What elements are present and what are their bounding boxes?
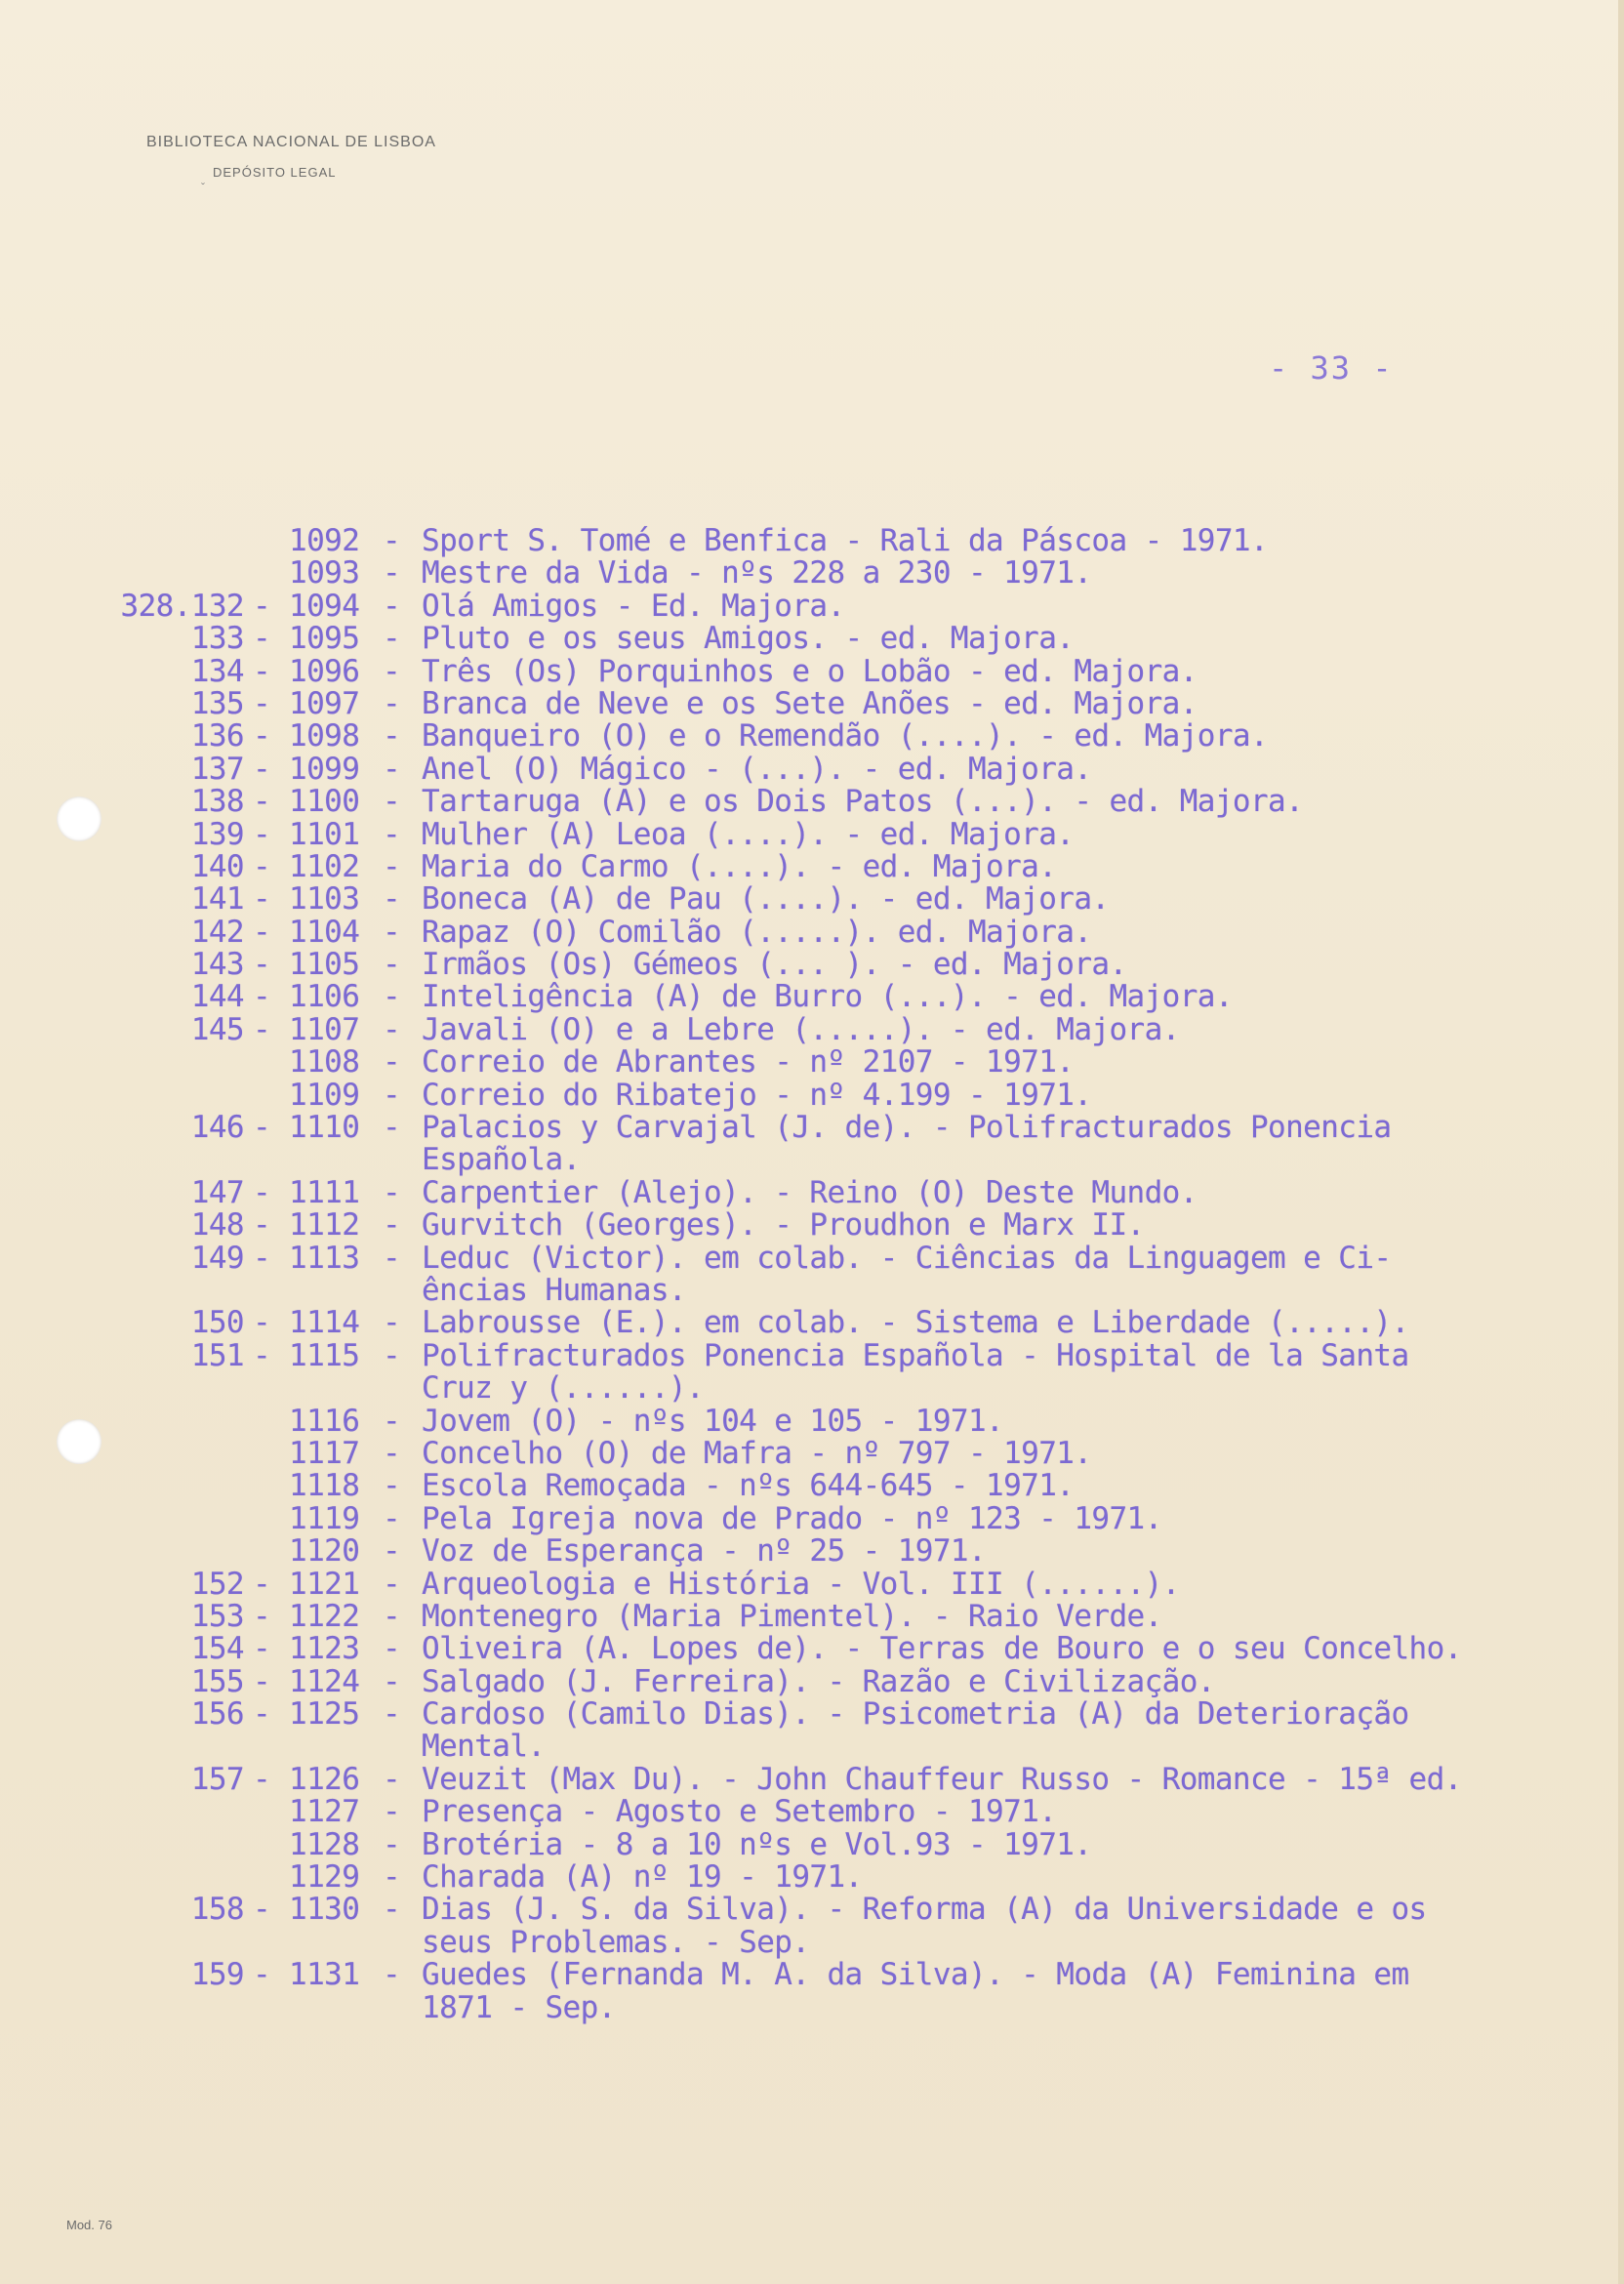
separator-dash: - [252, 1566, 271, 1602]
separator-dash: - [252, 1337, 271, 1373]
separator-dash: - [382, 653, 401, 689]
separator-dash: - [252, 685, 271, 721]
accession-number: 155 [190, 1663, 244, 1699]
separator-dash: - [252, 1761, 271, 1797]
separator-dash: - [382, 1044, 401, 1081]
accession-number: 145 [190, 1011, 244, 1047]
separator-dash: - [252, 1631, 271, 1667]
separator-dash: - [382, 1696, 401, 1733]
entry-description: Branca de Neve e os Sete Anões - ed. Majora. [422, 685, 1198, 721]
catalog-entry [0, 1112, 1624, 1144]
separator-dash: - [252, 653, 271, 689]
institution-header: BIBLIOTECA NACIONAL DE LISBOA [146, 134, 436, 150]
catalog-entry [0, 1598, 1624, 1634]
entry-description: Tartaruga (A) e os Dois Patos (...). - ed. Majora. [422, 784, 1304, 820]
deposit-number: 1107 [289, 1011, 360, 1047]
separator-dash: - [252, 1240, 271, 1276]
deposit-number: 1106 [289, 979, 360, 1015]
separator-dash: - [252, 751, 271, 787]
entry-description: Pluto e os seus Amigos. - ed. Majora. [422, 621, 1075, 657]
separator-dash: - [252, 1957, 271, 1993]
deposit-number: 1119 [289, 1500, 360, 1536]
catalog-entry [0, 1307, 1624, 1339]
separator-dash: - [252, 588, 271, 624]
separator-dash: - [382, 1240, 401, 1276]
catalog-entry [0, 949, 1624, 981]
separator-dash: - [382, 1598, 401, 1634]
accession-number: 143 [190, 947, 244, 983]
accession-number: 144 [190, 979, 244, 1015]
catalog-entry [0, 525, 1624, 557]
catalog-entry [0, 1663, 1624, 1699]
separator-dash: - [382, 816, 401, 852]
separator-dash: - [252, 1305, 271, 1341]
catalog-entry [0, 1011, 1624, 1047]
deposit-number: 1097 [289, 685, 360, 721]
catalog-entry [0, 1861, 1624, 1894]
accession-number: 137 [190, 751, 244, 787]
entry-description: Cruz y (......). [422, 1370, 705, 1407]
entry-description: Olá Amigos - Ed. Majora. [422, 588, 845, 624]
separator-dash: - [382, 555, 401, 591]
separator-dash: - [382, 1957, 401, 1993]
separator-dash: - [382, 979, 401, 1015]
entry-description: Brotéria - 8 a 10 nºs e Vol.93 - 1971. [422, 1826, 1092, 1862]
entry-description: Anel (O) Mágico - (...). - ed. Majora. [422, 751, 1092, 787]
catalog-entry [0, 1077, 1624, 1113]
entry-description: Veuzit (Max Du). - John Chauffeur Russo - Romance - 15ª ed. [422, 1761, 1462, 1797]
separator-dash: - [382, 1859, 401, 1896]
deposit-number: 1098 [289, 718, 360, 755]
catalog-entry [0, 1435, 1624, 1471]
accession-number: 139 [190, 816, 244, 852]
deposit-number: 1129 [289, 1859, 360, 1896]
entry-continuation [0, 1731, 1624, 1763]
catalog-entry [0, 1796, 1624, 1828]
accession-number: 146 [190, 1110, 244, 1146]
separator-dash: - [382, 1468, 401, 1504]
catalog-entry [0, 623, 1624, 655]
deposit-number: 1109 [289, 1077, 360, 1113]
catalog-entry [0, 981, 1624, 1013]
accession-number: 157 [190, 1761, 244, 1797]
entry-description: Banqueiro (O) e o Remendão (....). - ed. Majora. [422, 718, 1269, 755]
entry-continuation [0, 1144, 1624, 1176]
deposit-number: 1105 [289, 947, 360, 983]
entry-description: Gurvitch (Georges). - Proudhon e Marx II. [422, 1207, 1145, 1244]
entry-description: Oliveira (A. Lopes de). - Terras de Bouro e o seu Concelho. [422, 1631, 1462, 1667]
catalog-entry [0, 1633, 1624, 1665]
entry-description: Escola Remoçada - nºs 644-645 - 1971. [422, 1468, 1075, 1504]
catalog-entry [0, 1470, 1624, 1502]
accession-number: 134 [190, 653, 244, 689]
entry-description: Voz de Esperança - nº 25 - 1971. [422, 1533, 987, 1570]
accession-number: 158 [190, 1892, 244, 1928]
separator-dash: - [382, 914, 401, 950]
deposit-number: 1124 [289, 1663, 360, 1699]
separator-dash: - [252, 784, 271, 820]
separator-dash: - [382, 1305, 401, 1341]
deposit-number: 1092 [289, 523, 360, 558]
deposit-number: 1117 [289, 1435, 360, 1471]
entry-description: Palacios y Carvajal (J. de). - Polifracturados Ponencia [422, 1110, 1392, 1146]
entry-description: ências Humanas. [422, 1272, 686, 1308]
header-tick-mark: ˇ [201, 181, 205, 194]
separator-dash: - [382, 947, 401, 983]
separator-dash: - [382, 588, 401, 624]
accession-number: 150 [190, 1305, 244, 1341]
entry-description: Charada (A) nº 19 - 1971. [422, 1859, 863, 1896]
separator-dash: - [382, 751, 401, 787]
accession-number: 141 [190, 881, 244, 918]
accession-number: 140 [190, 848, 244, 884]
separator-dash: - [252, 914, 271, 950]
entry-continuation [0, 1924, 1624, 1960]
deposit-number: 1125 [289, 1696, 360, 1733]
entry-description: Española. [422, 1142, 581, 1178]
catalog-list [0, 525, 1624, 2024]
deposit-number: 1093 [289, 555, 360, 591]
separator-dash: - [382, 1663, 401, 1699]
separator-dash: - [382, 1403, 401, 1439]
deposit-number: 1099 [289, 751, 360, 787]
deposit-number: 1094 [289, 588, 360, 624]
entry-description: 1871 - Sep. [422, 1989, 616, 2025]
separator-dash: - [382, 1566, 401, 1602]
deposit-number: 1110 [289, 1110, 360, 1146]
separator-dash: - [382, 1826, 401, 1862]
entry-description: Maria do Carmo (....). - ed. Majora. [422, 848, 1057, 884]
entry-description: Inteligência (A) de Burro (...). - ed. Majora. [422, 979, 1233, 1015]
separator-dash: - [382, 685, 401, 721]
deposit-number: 1114 [289, 1305, 360, 1341]
entry-description: Leduc (Victor). em colab. - Ciências da Linguagem e Ci- [422, 1240, 1392, 1276]
catalog-entry [0, 914, 1624, 950]
entry-continuation [0, 1272, 1624, 1308]
catalog-entry [0, 1826, 1624, 1862]
entry-description: Concelho (O) de Mafra - nº 797 - 1971. [422, 1435, 1092, 1471]
catalog-entry [0, 1698, 1624, 1731]
deposit-number: 1126 [289, 1761, 360, 1797]
deposit-number: 1104 [289, 914, 360, 950]
entry-description: Mestre da Vida - nºs 228 a 230 - 1971. [422, 555, 1092, 591]
separator-dash: - [382, 1110, 401, 1146]
entry-description: Jovem (O) - nºs 104 e 105 - 1971. [422, 1403, 1004, 1439]
catalog-entry [0, 751, 1624, 787]
accession-number: 147 [190, 1174, 244, 1210]
catalog-entry [0, 720, 1624, 753]
accession-number: 148 [190, 1207, 244, 1244]
accession-number: 159 [190, 1957, 244, 1993]
separator-dash: - [252, 881, 271, 918]
catalog-entry [0, 1894, 1624, 1926]
separator-dash: - [252, 621, 271, 657]
catalog-entry [0, 557, 1624, 590]
separator-dash: - [252, 1174, 271, 1210]
separator-dash: - [382, 1892, 401, 1928]
entry-continuation [0, 1989, 1624, 2025]
separator-dash: - [382, 1794, 401, 1830]
accession-number: 328.132 [120, 588, 244, 624]
accession-number: 152 [190, 1566, 244, 1602]
separator-dash: - [382, 523, 401, 558]
catalog-entry [0, 1500, 1624, 1536]
separator-dash: - [382, 1761, 401, 1797]
separator-dash: - [382, 1337, 401, 1373]
deposit-number: 1111 [289, 1174, 360, 1210]
deposit-number: 1130 [289, 1892, 360, 1928]
separator-dash: - [252, 1663, 271, 1699]
accession-number: 154 [190, 1631, 244, 1667]
accession-number: 138 [190, 784, 244, 820]
catalog-entry [0, 786, 1624, 818]
deposit-number: 1127 [289, 1794, 360, 1830]
catalog-entry [0, 685, 1624, 721]
deposit-number: 1115 [289, 1337, 360, 1373]
accession-number: 142 [190, 914, 244, 950]
catalog-entry [0, 1403, 1624, 1439]
deposit-number: 1128 [289, 1826, 360, 1862]
separator-dash: - [252, 816, 271, 852]
catalog-entry [0, 1046, 1624, 1079]
entry-description: Boneca (A) de Pau (....). - ed. Majora. [422, 881, 1110, 918]
separator-dash: - [252, 947, 271, 983]
page-number: - 33 - [1269, 349, 1394, 387]
catalog-entry [0, 1959, 1624, 1991]
separator-dash: - [382, 848, 401, 884]
entry-description: Sport S. Tomé e Benfica - Rali da Páscoa - 1971. [422, 523, 1269, 558]
entry-description: Arqueologia e História - Vol. III (......). [422, 1566, 1180, 1602]
deposit-number: 1112 [289, 1207, 360, 1244]
separator-dash: - [382, 784, 401, 820]
accession-number: 153 [190, 1598, 244, 1634]
entry-description: Dias (J. S. da Silva). - Reforma (A) da Universidade e os [422, 1892, 1427, 1928]
deposit-number: 1121 [289, 1566, 360, 1602]
separator-dash: - [382, 718, 401, 755]
accession-number: 136 [190, 718, 244, 755]
entry-description: Irmãos (Os) Gémeos (... ). - ed. Majora. [422, 947, 1127, 983]
catalog-entry [0, 1209, 1624, 1242]
deposit-number: 1131 [289, 1957, 360, 1993]
separator-dash: - [382, 1174, 401, 1210]
catalog-entry [0, 588, 1624, 624]
deposit-number: 1123 [289, 1631, 360, 1667]
entry-description: Guedes (Fernanda M. A. da Silva). - Moda (A) Feminina em [422, 1957, 1409, 1993]
entry-description: seus Problemas. - Sep. [422, 1924, 810, 1960]
entry-description: Mental. [422, 1729, 546, 1765]
separator-dash: - [382, 1011, 401, 1047]
separator-dash: - [382, 1631, 401, 1667]
entry-description: Presença - Agosto e Setembro - 1971. [422, 1794, 1057, 1830]
deposit-number: 1101 [289, 816, 360, 852]
entry-description: Carpentier (Alejo). - Reino (O) Deste Mundo. [422, 1174, 1198, 1210]
entry-description: Salgado (J. Ferreira). - Razão e Civilização. [422, 1663, 1215, 1699]
separator-dash: - [252, 848, 271, 884]
deposit-number: 1095 [289, 621, 360, 657]
deposit-number: 1113 [289, 1240, 360, 1276]
accession-number: 156 [190, 1696, 244, 1733]
catalog-entry [0, 1174, 1624, 1210]
separator-dash: - [382, 621, 401, 657]
accession-number: 151 [190, 1337, 244, 1373]
catalog-entry [0, 653, 1624, 689]
deposit-number: 1103 [289, 881, 360, 918]
catalog-entry [0, 1566, 1624, 1602]
separator-dash: - [252, 1892, 271, 1928]
entry-description: Polifracturados Ponencia Española - Hospital de la Santa [422, 1337, 1409, 1373]
separator-dash: - [382, 1500, 401, 1536]
entry-description: Labrousse (E.). em colab. - Sistema e Liberdade (.....). [422, 1305, 1409, 1341]
deposit-number: 1122 [289, 1598, 360, 1634]
deposit-number: 1116 [289, 1403, 360, 1439]
entry-description: Rapaz (O) Comilão (.....). ed. Majora. [422, 914, 1092, 950]
separator-dash: - [252, 1207, 271, 1244]
accession-number: 135 [190, 685, 244, 721]
separator-dash: - [382, 1207, 401, 1244]
entry-description: Montenegro (Maria Pimentel). - Raio Verde. [422, 1598, 1162, 1634]
entry-description: Correio do Ribatejo - nº 4.199 - 1971. [422, 1077, 1092, 1113]
form-code: Mod. 76 [66, 2218, 112, 2232]
deposit-number: 1108 [289, 1044, 360, 1081]
separator-dash: - [252, 1011, 271, 1047]
deposit-number: 1100 [289, 784, 360, 820]
catalog-entry [0, 1761, 1624, 1797]
entry-description: Cardoso (Camilo Dias). - Psicometria (A) da Deterioração [422, 1696, 1409, 1733]
separator-dash: - [382, 881, 401, 918]
catalog-entry [0, 848, 1624, 884]
accession-number: 133 [190, 621, 244, 657]
deposit-number: 1120 [289, 1533, 360, 1570]
catalog-entry [0, 1535, 1624, 1568]
deposit-number: 1118 [289, 1468, 360, 1504]
separator-dash: - [382, 1533, 401, 1570]
deposit-number: 1096 [289, 653, 360, 689]
catalog-entry [0, 1240, 1624, 1276]
department-header: DEPÓSITO LEGAL [213, 165, 337, 180]
separator-dash: - [252, 1598, 271, 1634]
separator-dash: - [252, 718, 271, 755]
separator-dash: - [382, 1077, 401, 1113]
catalog-entry [0, 1337, 1624, 1373]
entry-continuation [0, 1372, 1624, 1405]
accession-number: 149 [190, 1240, 244, 1276]
separator-dash: - [252, 979, 271, 1015]
separator-dash: - [382, 1435, 401, 1471]
entry-description: Javali (O) e a Lebre (.....). - ed. Majora. [422, 1011, 1180, 1047]
entry-description: Mulher (A) Leoa (....). - ed. Majora. [422, 816, 1075, 852]
catalog-entry [0, 883, 1624, 916]
deposit-number: 1102 [289, 848, 360, 884]
entry-description: Correio de Abrantes - nº 2107 - 1971. [422, 1044, 1075, 1081]
separator-dash: - [252, 1110, 271, 1146]
entry-description: Pela Igreja nova de Prado - nº 123 - 1971. [422, 1500, 1162, 1536]
separator-dash: - [252, 1696, 271, 1733]
entry-description: Três (Os) Porquinhos e o Lobão - ed. Majora. [422, 653, 1198, 689]
catalog-entry [0, 816, 1624, 852]
